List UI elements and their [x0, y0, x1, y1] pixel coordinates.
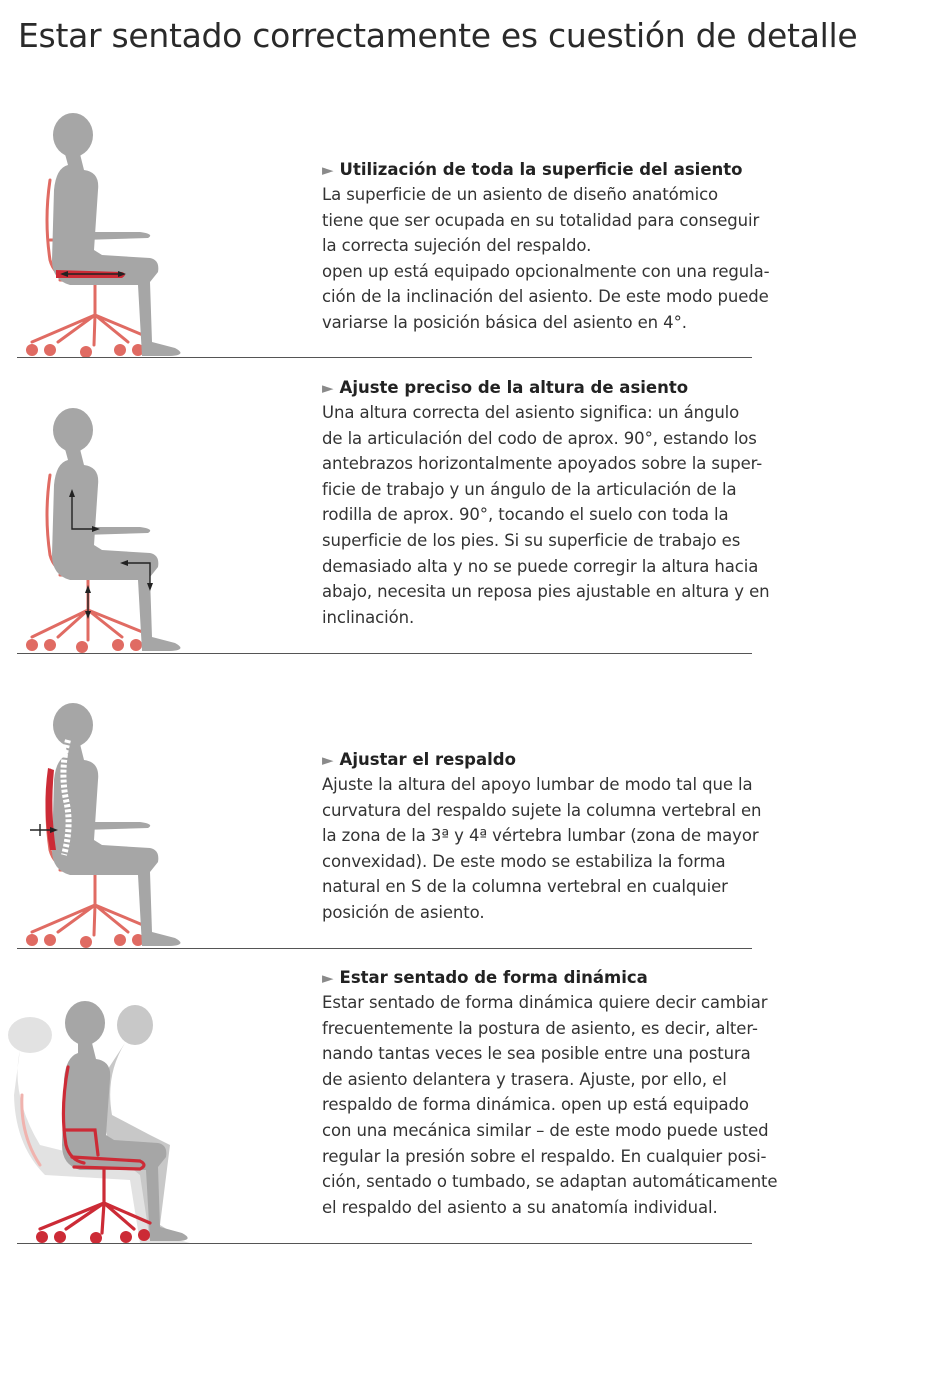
paragraph-line: superficie de los pies. Si su superficie de trabajo es [322, 530, 741, 550]
paragraph-line: de la articulación del codo de aprox. 90°, estando los [322, 428, 757, 448]
seated-figure-dynamic [0, 995, 230, 1250]
paragraph-line: el respaldo del asiento a su anatomía individual. [322, 1197, 718, 1217]
paragraph-line: natural en S de la columna vertebral en cualquier [322, 877, 728, 897]
section-text [322, 966, 778, 1220]
paragraph-line: demasiado alta y no se puede corregir la altura hacia [322, 556, 759, 576]
paragraph-line: tiene que ser ocupada en su totalidad para conseguir [322, 210, 760, 230]
paragraph-line: curvatura del respaldo sujete la columna vertebral en [322, 800, 762, 820]
paragraph-line: antebrazos horizontalmente apoyados sobre la super- [322, 454, 763, 474]
play-arrow-icon: ► [322, 379, 334, 397]
paragraph-line: Una altura correcta del asiento significa: un ángulo [322, 403, 740, 422]
section-heading: ► Utilización de toda la superficie del asiento [322, 160, 743, 179]
play-arrow-icon: ► [322, 161, 334, 179]
paragraph-line: inclinación. [322, 607, 415, 627]
paragraph-line: open up está equipado opcionalmente con una regula- [322, 261, 770, 281]
play-arrow-icon: ► [322, 969, 334, 987]
paragraph-line: ción de la inclinación del asiento. De este modo puede [322, 287, 769, 307]
section-heading: ► Estar sentado de forma dinámica [322, 968, 648, 987]
paragraph-line: la zona de la 3ª y 4ª vértebra lumbar (zona de mayor [322, 826, 759, 846]
paragraph-line: la correcta sujeción del respaldo. [322, 236, 592, 256]
paragraph-line: rodilla de aprox. 90°, tocando el suelo con toda la [322, 505, 729, 525]
paragraph-line: posición de asiento. [322, 902, 485, 922]
paragraph-line: Ajuste la altura del apoyo lumbar de modo tal que la [322, 775, 753, 794]
seated-figure-illustration [0, 995, 220, 1250]
paragraph-line: Estar sentado de forma dinámica quiere decir cambiar [322, 993, 768, 1012]
paragraph-line: nando tantas veces le sea posible entre una postura [322, 1044, 751, 1064]
section-heading: ► Ajustar el respaldo [322, 750, 516, 769]
page-title: Estar sentado correctamente es cuestión de detalle [18, 16, 858, 55]
paragraph-line: regular la presión sobre el respaldo. En cualquier posi- [322, 1146, 767, 1166]
play-arrow-icon: ► [322, 751, 334, 769]
paragraph-line: convexidad). De este modo se estabiliza la forma [322, 851, 726, 871]
paragraph-line: con una mecánica similar – de este modo puede usted [322, 1120, 769, 1140]
paragraph-line: variarse la posición básica del asiento en 4°. [322, 312, 687, 332]
section-divider [17, 1243, 752, 1244]
section-paragraph [322, 990, 778, 1220]
paragraph-line: abajo, necesita un reposa pies ajustable en altura y en [322, 582, 770, 602]
paragraph-line: La superficie de un asiento de diseño anatómico [322, 185, 719, 204]
section-heading: ► Ajuste preciso de la altura de asiento [322, 378, 689, 397]
paragraph-line: ción, sentado o tumbado, se adaptan automáticamente [322, 1172, 778, 1192]
paragraph-line: ficie de trabajo y un ángulo de la articulación de la [322, 479, 737, 499]
paragraph-line: frecuentemente la postura de asiento, es decir, alter- [322, 1018, 758, 1038]
paragraph-line: de asiento delantera y trasera. Ajuste, por ello, el [322, 1069, 727, 1089]
paragraph-line: respaldo de forma dinámica. open up está equipado [322, 1095, 749, 1115]
